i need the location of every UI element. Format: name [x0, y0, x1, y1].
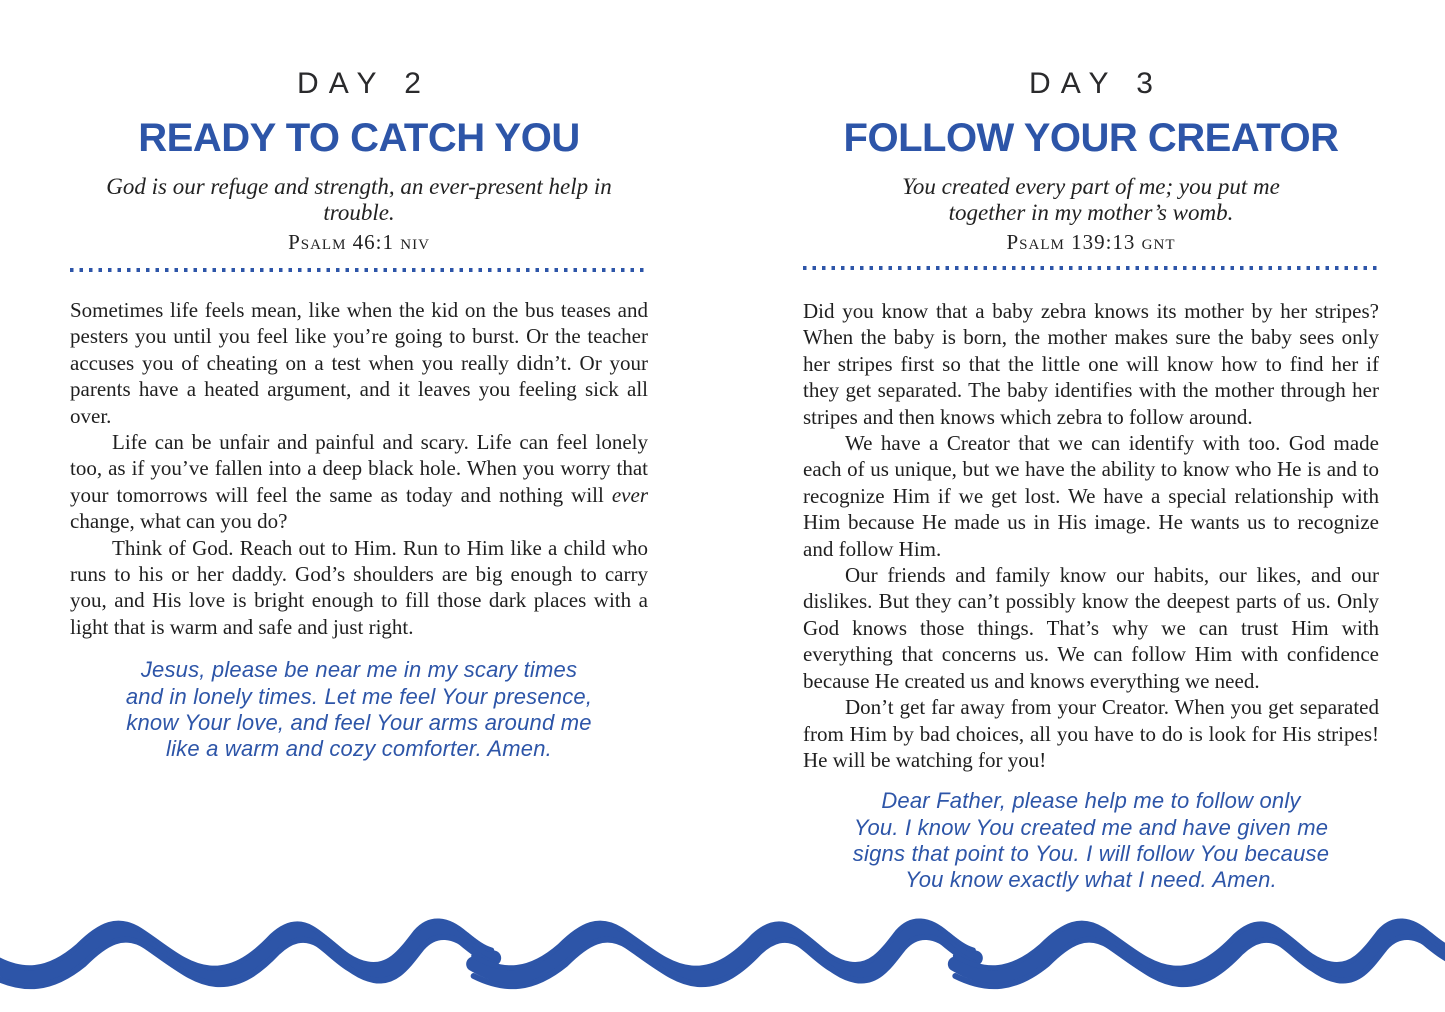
prayer-line: Dear Father, please help me to follow only — [881, 788, 1301, 814]
scripture-line: God is our refuge and strength, an ever-present help in trouble. — [106, 174, 612, 225]
devotion-title: FOLLOW YOUR CREATOR — [843, 116, 1339, 160]
body-paragraph: Don’t get far away from your Creator. When you get separated from Him by bad choices, all you have to do is look for His stripes! He will be watching for you! — [803, 695, 1379, 772]
paragraph-segment: Life can be unfair and painful and scary. Life can feel lonely too, as if you’ve fallen into a deep black hole. When you worry that your tomorrows will feel the same as today and nothing will — [70, 430, 648, 507]
page-day-2 — [70, 0, 648, 762]
prayer-text — [70, 657, 648, 762]
prayer-line: and in lonely times. Let me feel Your presence, — [125, 683, 593, 709]
paragraph-emphasis: ever — [611, 482, 648, 507]
devotion-title: READY TO CATCH YOU — [138, 116, 580, 160]
prayer-line: You know exactly what I need. Amen. — [905, 867, 1277, 893]
body-paragraph: Our friends and family know our habits, our likes, and our dislikes. But they can’t possibly know the deepest parts of us. Only God knows those things. That’s why we can trust Him with everything that concerns us. We can follow Him with confidence because He created us and knows everything we need. — [803, 563, 1379, 693]
prayer-line: Jesus, please be near me in my scary times — [140, 657, 578, 683]
scripture-line: You created every part of me; you put me — [902, 174, 1280, 199]
prayer-line: know Your love, and feel Your arms around me — [126, 709, 592, 735]
body-paragraph: Did you know that a baby zebra knows its mother by her stripes? When the baby is born, the mother makes sure the baby sees only her stripes first so that the little one will know how to find her if they get separated. The baby identifies with the mother through her stripes and then knows which zebra to follow around. — [803, 299, 1379, 429]
body-paragraph: Sometimes life feels mean, like when the kid on the bus teases and pesters you until you feel like you’re going to burst. Or the teacher accuses you of cheating on a test when you really didn’t. Or your parents have a heated argument, and it leaves you feeling sick all over. — [70, 298, 648, 428]
dotted-divider — [803, 266, 1379, 270]
prayer-line: like a warm and cozy comforter. Amen. — [165, 736, 552, 762]
devotion-body — [70, 297, 648, 640]
body-paragraph: We have a Creator that we can identify with too. God made each of us unique, but we have the ability to know who He is and to recognize Him if we get lost. We have a special relationship with Him because He made us in His image. He wants us to recognize and follow Him. — [803, 431, 1379, 561]
dotted-divider — [70, 268, 648, 272]
scripture-line: together in my mother’s womb. — [948, 200, 1234, 225]
prayer-text — [803, 788, 1379, 893]
wave-decoration-icon — [0, 898, 1445, 1008]
scripture-reference: Psalm 46:1 niv — [288, 230, 430, 254]
day-label: DAY 2 — [297, 67, 431, 100]
scripture-reference: Psalm 139:13 gnt — [1006, 230, 1176, 254]
scripture-verse — [803, 174, 1379, 226]
body-paragraph — [70, 429, 648, 535]
paragraph-segment: change, what can you do? — [70, 509, 288, 534]
scripture-verse — [70, 174, 648, 226]
body-paragraph: Think of God. Reach out to Him. Run to Him like a child who runs to his or her daddy. God’s shoulders are big enough to carry you, and His love is bright enough to fill those dark places with a light that is warm and safe and just right. — [70, 535, 648, 639]
devotion-body — [803, 298, 1379, 773]
prayer-line: signs that point to You. I will follow You because — [852, 840, 1330, 866]
prayer-line: You. I know You created me and have given me — [853, 814, 1329, 840]
page-day-3 — [803, 0, 1379, 894]
day-label: DAY 3 — [1029, 67, 1163, 100]
